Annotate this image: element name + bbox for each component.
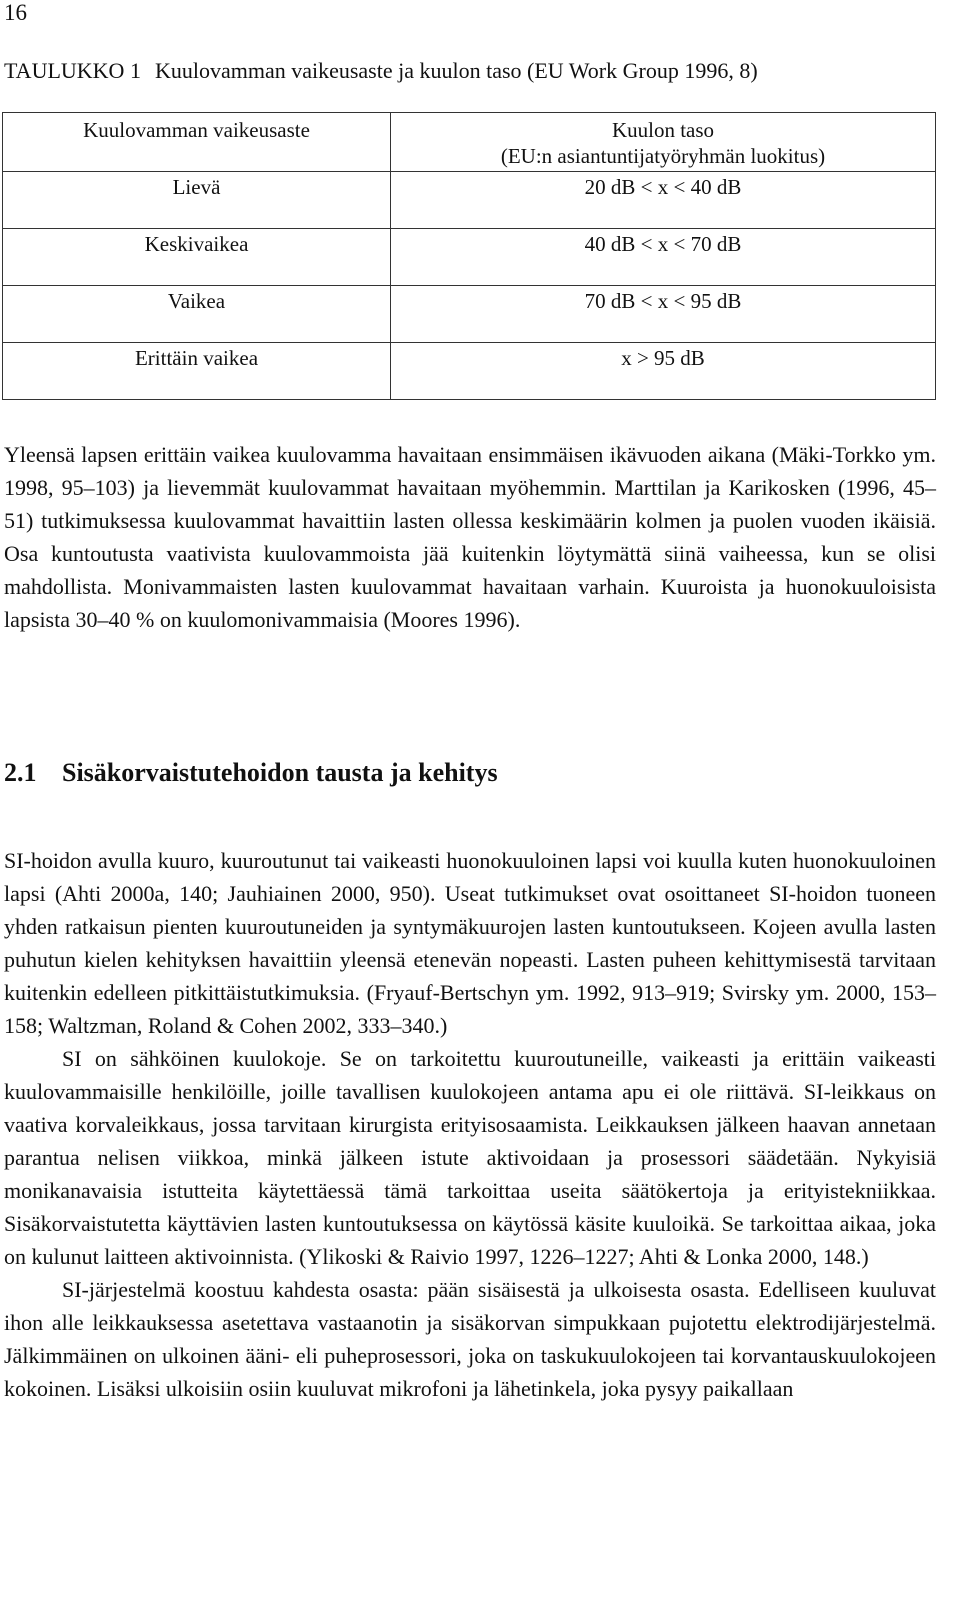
table-header-row <box>3 113 936 172</box>
table-row <box>3 343 936 400</box>
section-number: 2.1 <box>4 758 37 787</box>
level-cell: 20 dB < x < 40 dB <box>391 172 936 229</box>
level-cell: 70 dB < x < 95 dB <box>391 286 936 343</box>
body-paragraph: SI-järjestelmä koostuu kahdesta osasta: pään sisäisestä ja ulkoisesta osasta. Edelliseen kuuluvat ihon alle leikkauksessa asetettava vastaanotin ja sisäkorvan simpukkaan pujotettu elektrodijärjestelmä. Jälkimmäinen on ulkoinen ääni- eli puheprosessori, joka on taskukuulokojeen tai korvantauskuulokojeen kokoinen. Lisäksi ulkoisiin osiin kuuluvat mikrofoni ja lähetinkela, joka pysyy paikallaan <box>4 1277 936 1401</box>
severity-cell: Lievä <box>3 172 391 229</box>
table-row <box>3 286 936 343</box>
header-severity: Kuulovamman vaikeusaste <box>3 113 391 172</box>
severity-cell: Vaikea <box>3 286 391 343</box>
table-caption <box>4 58 758 84</box>
page-number: 16 <box>4 0 27 25</box>
level-cell: x > 95 dB <box>391 343 936 400</box>
section-title: Sisäkorvaistutehoidon tausta ja kehitys <box>62 758 498 787</box>
section-heading <box>4 756 498 790</box>
header-hearing-level-title: Kuulon taso <box>611 118 715 142</box>
severity-cell: Erittäin vaikea <box>3 343 391 400</box>
intro-paragraph: Yleensä lapsen erittäin vaikea kuulovamma havaitaan ensimmäisen ikävuoden aikana (Mäki-Torkko ym. 1998, 95–103) ja lievemmät kuulovammat havaitaan myöhemmin. Marttilan ja Karikosken (1996, 45–51) tutkimuksessa kuulovammat havaittiin lasten ollessa keskimäärin kolmen ja puolen vuoden ikäisiä. Osa kuntoutusta vaativista kuulovammoista jää kuitenkin löytymättä siinä vaiheessa, kun se olisi mahdollista. Monivammaisten lasten kuulovammat havaitaan varhain. Kuuroista ja huonokuuloisista lapsista 30–40 % on kuulomonivammaisia (Moores 1996). <box>4 442 936 632</box>
header-hearing-level-subtitle: (EU:n asiantuntijatyöryhmän luokitus) <box>500 144 826 168</box>
table-row <box>3 172 936 229</box>
table-caption-text: Kuulovamman vaikeusaste ja kuulon taso (EU Work Group 1996, 8) <box>154 58 758 83</box>
hearing-severity-table <box>2 112 936 400</box>
intro-text <box>4 438 936 636</box>
body-paragraph: SI on sähköinen kuulokoje. Se on tarkoitettu kuuroutuneille, vaikeasti ja erittäin vaikeasti kuulovammaisille henkilöille, joille tavallisen kuulokojeen antama apu ei ole riittävä. SI-leikkaus on vaativa korvaleikkaus, jossa tarvitaan kirurgista erityisosaamista. Leikkauksen jälkeen haavan annetaan parantua nelisen viikkoa, minkä jälkeen istute aktivoidaan ja prosessori säädetään. Nykyisiä monikanavaisia istutteita käytettäessä tämä tarkoittaa useita säätökertoja ja erityistekniikkaa. Sisäkorvaistutetta käyttävien lasten kuntoutuksessa on käytössä käsite kuuloikä. Se tarkoittaa aikaa, joka on kulunut laitteen aktivoinnista. (Ylikoski & Raivio 1997, 1226–1227; Ahti & Lonka 2000, 148.) <box>4 1046 936 1269</box>
table-caption-label: TAULUKKO 1 <box>4 58 141 83</box>
header-hearing-level <box>391 113 936 172</box>
section-body <box>4 844 936 1405</box>
severity-cell: Keskivaikea <box>3 229 391 286</box>
level-cell: 40 dB < x < 70 dB <box>391 229 936 286</box>
table-row <box>3 229 936 286</box>
body-paragraph: SI-hoidon avulla kuuro, kuuroutunut tai vaikeasti huonokuuloinen lapsi voi kuulla kuten huonokuuloinen lapsi (Ahti 2000a, 140; Jauhiainen 2000, 950). Useat tutkimukset ovat osoittaneet SI-hoidon tuoneen yhden ratkaisun pienten kuuroutuneiden ja syntymäkuurojen lasten kuntoutukseen. Kojeen avulla lasten puhutun kielen kehityksen havaittiin yleensä etenevän nopeasti. Lasten puheen kehittymisestä tarvitaan kuitenkin edelleen pitkittäistutkimuksia. (Fryauf-Bertschyn ym. 1992, 913–919; Svirsky ym. 2000, 153–158; Waltzman, Roland & Cohen 2002, 333–340.) <box>4 848 936 1038</box>
